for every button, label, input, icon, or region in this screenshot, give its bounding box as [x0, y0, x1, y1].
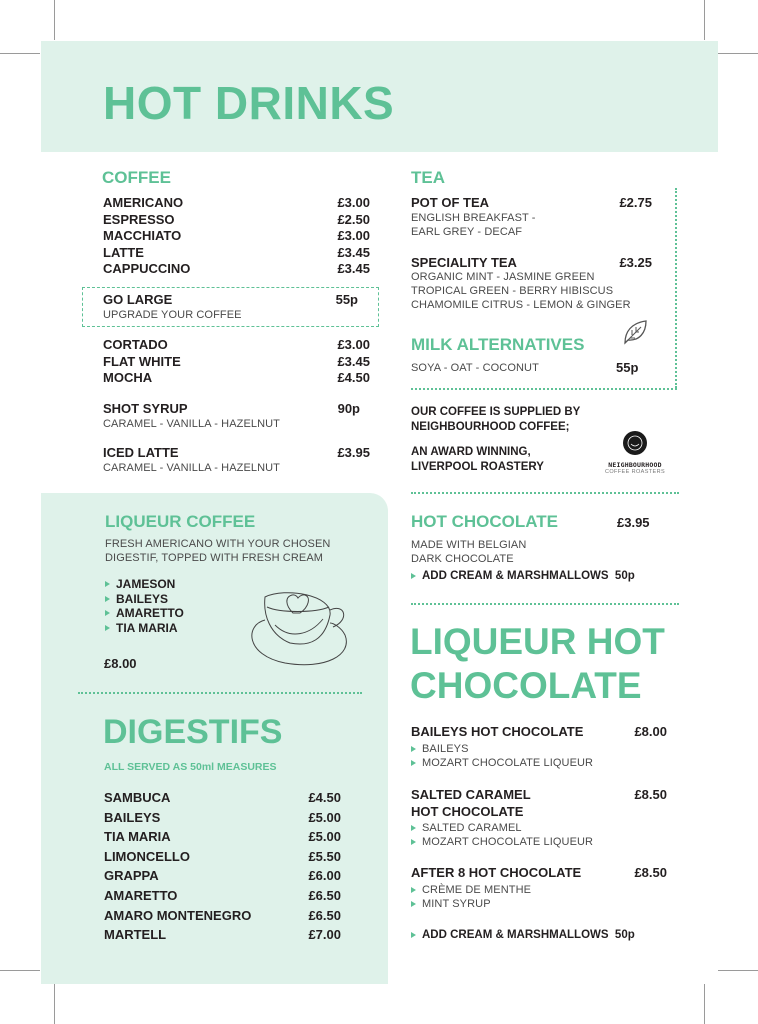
- bullet-icon: [411, 573, 416, 579]
- tea-divider: [675, 188, 677, 388]
- hot-chocolate-addon: ADD CREAM & MARSHMALLOWS 50p: [411, 570, 635, 582]
- hot-chocolate-desc: MADE WITH BELGIAN DARK CHOCOLATE: [411, 539, 527, 565]
- menu-item-cortado: CORTADO £3.00: [103, 337, 370, 352]
- digestif-item-amaretto: AMARETTO £6.50: [104, 888, 341, 903]
- bullet-icon: [411, 825, 416, 831]
- menu-item-salted-caramel-hot-chocolate: SALTED CARAMEL HOT CHOCOLATE £8.50: [411, 787, 667, 819]
- menu-item-baileys-hot-chocolate: BAILEYS HOT CHOCOLATE £8.00: [411, 724, 667, 739]
- section-divider: [78, 692, 362, 694]
- coffee-cup-icon: [245, 585, 355, 670]
- crop-mark: [718, 53, 758, 54]
- bullet-icon: [411, 760, 416, 766]
- digestif-item-limoncello: LIMONCELLO £5.50: [104, 848, 341, 864]
- digestif-item-amaro-montenegro: AMARO MONTENEGRO £6.50: [104, 907, 341, 923]
- bullet-icon: [105, 625, 110, 631]
- digestif-item-sambuca: SAMBUCA £4.50: [104, 790, 341, 805]
- menu-item-go-large: GO LARGE 55p: [103, 292, 358, 307]
- liqueur-coffee-title: LIQUEUR COFFEE: [105, 512, 256, 531]
- menu-item-flat-white: FLAT WHITE £3.45: [103, 353, 370, 369]
- crop-mark: [54, 0, 55, 40]
- page-title: HOT DRINKS: [103, 77, 395, 129]
- bullet-icon: [411, 901, 416, 907]
- digestif-item-tia-maria: TIA MARIA £5.00: [104, 829, 341, 845]
- menu-item-macchiato: MACCHIATO £3.00: [103, 228, 370, 243]
- bullet-icon: [411, 746, 416, 752]
- neighbourhood-logo: NEIGHBOURHOOD COFFEE ROASTERS: [600, 430, 670, 476]
- tea-section-title: TEA: [411, 168, 445, 187]
- bullet-icon: [105, 596, 110, 602]
- crop-mark: [0, 53, 40, 54]
- menu-item-americano: AMERICANO £3.00: [103, 195, 370, 210]
- shot-syrup-desc: CARAMEL - VANILLA - HAZELNUT: [103, 418, 281, 430]
- pot-of-tea-desc: ENGLISH BREAKFAST - EARL GREY - DECAF: [411, 212, 536, 238]
- menu-item-cappuccino: CAPPUCCINO £3.45: [103, 261, 370, 276]
- crop-mark: [0, 970, 40, 971]
- bullet-icon: [105, 610, 110, 616]
- digestif-item-martell: MARTELL £7.00: [104, 927, 341, 943]
- digestif-item-grappa: GRAPPA £6.00: [104, 868, 341, 884]
- milk-alternatives-price: 55p: [616, 360, 639, 375]
- leaf-icon: [621, 318, 649, 346]
- menu-item-mocha: MOCHA £4.50: [103, 370, 370, 385]
- speciality-tea-desc: ORGANIC MINT - JASMINE GREEN TROPICAL GREEN - BERRY HIBISCUS CHAMOMILE CITRUS - LEMON & GINGER: [411, 271, 631, 311]
- liqueur-coffee-price: £8.00: [104, 656, 137, 671]
- crop-mark: [718, 970, 758, 971]
- crop-mark: [704, 0, 705, 40]
- menu-item-speciality-tea: SPECIALITY TEA £3.25: [411, 255, 652, 270]
- menu-item-shot-syrup: SHOT SYRUP 90p: [103, 401, 360, 416]
- milk-alternatives-title: MILK ALTERNATIVES: [411, 335, 585, 354]
- bullet-icon: [105, 581, 110, 587]
- coffee-section-title: COFFEE: [102, 168, 171, 187]
- liqueur-hot-chocolate-title: LIQUEUR HOT CHOCOLATE: [410, 621, 665, 706]
- hot-chocolate-price: £3.95: [617, 515, 650, 530]
- liqueur-coffee-options: JAMESON BAILEYS AMARETTO TIA MARIA: [105, 577, 184, 635]
- menu-item-pot-of-tea: POT OF TEA £2.75: [411, 195, 652, 210]
- menu-item-after-8-hot-chocolate: AFTER 8 HOT CHOCOLATE £8.50: [411, 865, 667, 880]
- digestifs-title: DIGESTIFS: [103, 713, 283, 751]
- menu-item-latte: LATTE £3.45: [103, 244, 370, 260]
- section-divider: [411, 603, 679, 605]
- crop-mark: [54, 984, 55, 1024]
- menu-item-espresso: ESPRESSO £2.50: [103, 211, 370, 227]
- digestifs-subtitle: ALL SERVED AS 50ml MEASURES: [104, 761, 277, 773]
- bullet-icon: [411, 839, 416, 845]
- baileys-hot-chocolate-ingredients: BAILEYS MOZART CHOCOLATE LIQUEUR: [411, 742, 593, 770]
- section-divider: [411, 388, 677, 390]
- bullet-icon: [411, 887, 416, 893]
- salted-caramel-ingredients: SALTED CARAMEL MOZART CHOCOLATE LIQUEUR: [411, 821, 593, 849]
- iced-latte-desc: CARAMEL - VANILLA - HAZELNUT: [103, 462, 281, 474]
- digestif-item-baileys: BAILEYS £5.00: [104, 809, 341, 825]
- bullet-icon: [411, 932, 416, 938]
- neighbourhood-logo-icon: [622, 430, 648, 456]
- after-8-ingredients: CRÈME DE MENTHE MINT SYRUP: [411, 883, 531, 911]
- liqueur-hot-chocolate-addon: ADD CREAM & MARSHMALLOWS 50p: [411, 929, 635, 941]
- liqueur-coffee-desc: FRESH AMERICANO WITH YOUR CHOSEN DIGESTIF, TOPPED WITH FRESH CREAM: [105, 538, 331, 564]
- supplier-text: OUR COFFEE IS SUPPLIED BY NEIGHBOURHOOD COFFEE; AN AWARD WINNING, LIVERPOOL ROASTERY: [411, 406, 581, 473]
- go-large-desc: UPGRADE YOUR COFFEE: [103, 309, 242, 321]
- hot-chocolate-title: HOT CHOCOLATE: [411, 512, 559, 531]
- crop-mark: [704, 984, 705, 1024]
- section-divider: [411, 492, 679, 494]
- milk-alternatives-desc: SOYA - OAT - COCONUT: [411, 362, 539, 374]
- menu-item-iced-latte: ICED LATTE £3.95: [103, 445, 370, 460]
